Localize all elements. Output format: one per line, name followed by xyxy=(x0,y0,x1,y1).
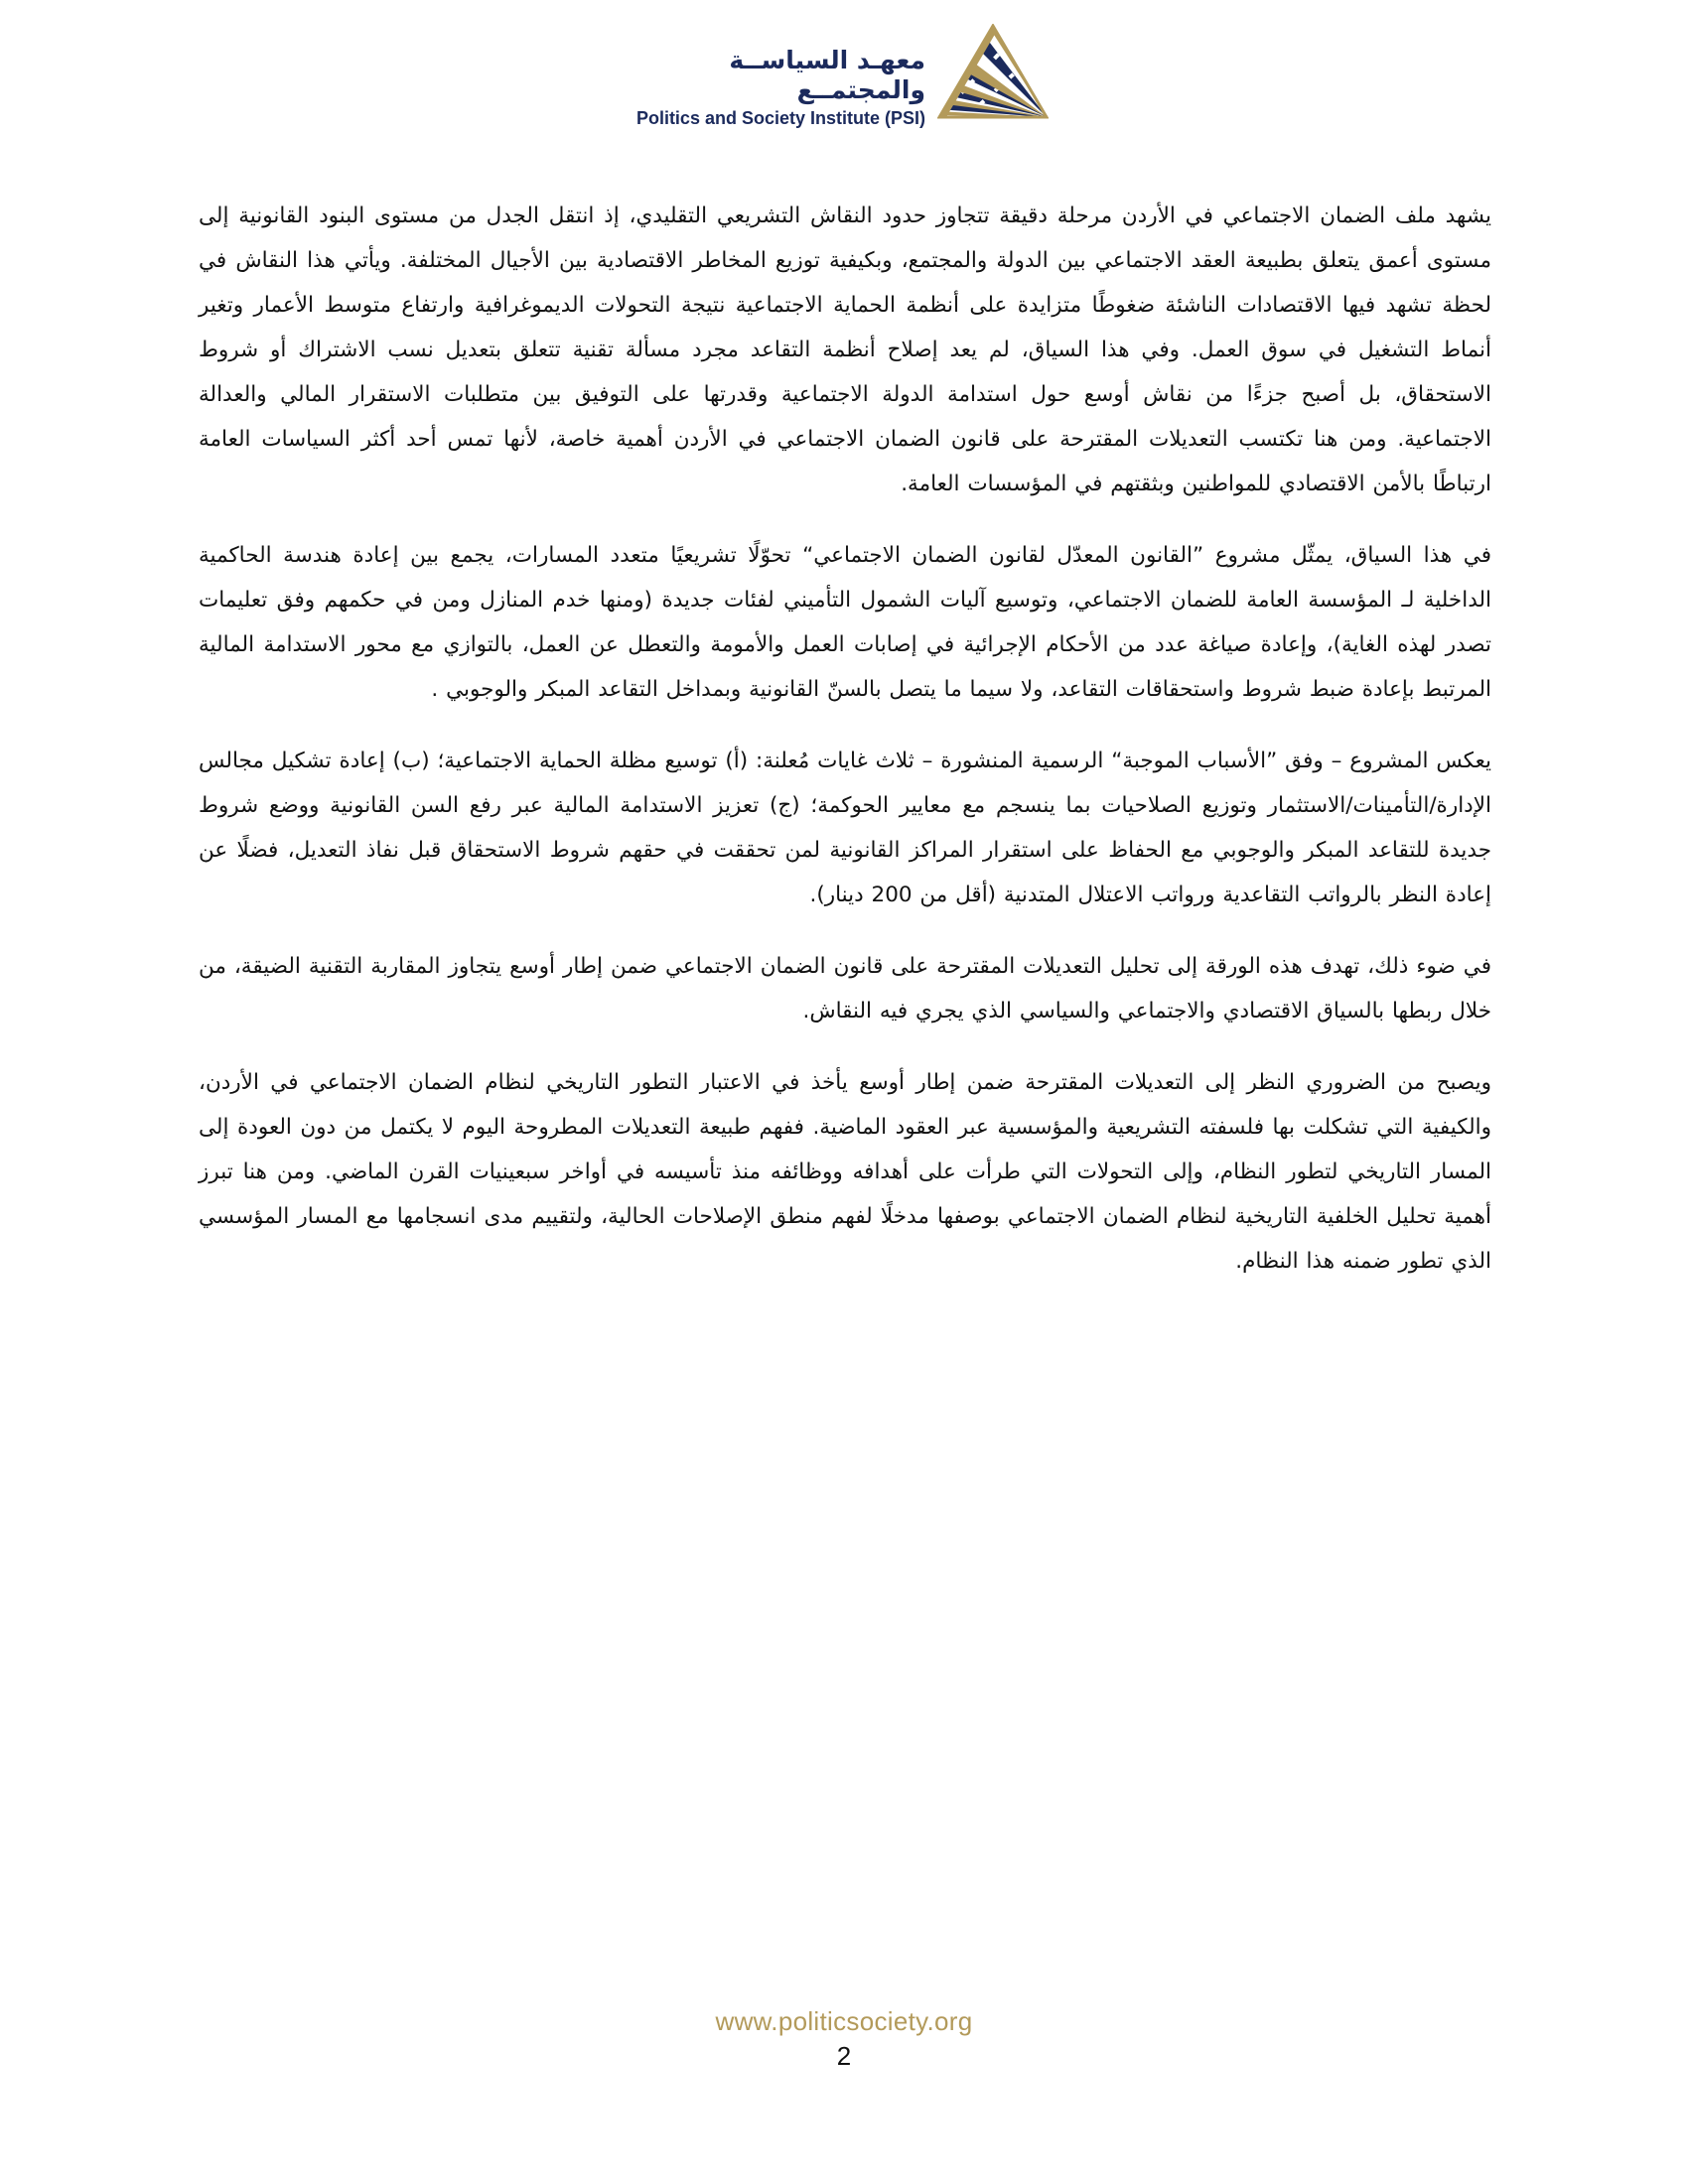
paragraph-stated-goals: يعكس المشروع – وفق ”الأسباب الموجبة“ الرسمية المنشورة – ثلاث غايات مُعلنة: (أ) توسيع مظلة الحماية الاجتماعية؛ (ب) إعادة تشكيل مجالس الإدارة/التأمينات/الاستثمار وتوزيع الصلاحيات بما ينسجم مع معايير الحوكمة؛ (ج) تعزيز الاستدامة المالية عبر رفع السن القانونية ووضع شروط جديدة للتقاعد المبكر والوجوبي مع الحفاظ على استقرار المراكز القانونية لمن تحققت في حقهم شروط الاستحقاق قبل نفاذ التعديل، فضلًا عن إعادة النظر بالرواتب التقاعدية ورواتب الاعتلال المتدنية (أقل من 200 دينار). xyxy=(199,749,1491,907)
paragraph-historical-context: ويصبح من الضروري النظر إلى التعديلات المقترحة ضمن إطار أوسع يأخذ في الاعتبار التطور التاريخي لنظام الضمان الاجتماعي في الأردن، والكيفية التي تشكلت بها فلسفته التشريعية والمؤسسية عبر العقود الماضية. ففهم طبيعة التعديلات المطروحة اليوم لا يكتمل من دون العودة إلى المسار التاريخي لتطور النظام، وإلى التحولات التي طرأت على أهدافه ووظائفه منذ تأسيسه في أواخر سبعينيات القرن الماضي. ومن هنا تبرز أهمية تحليل الخلفية التاريخية لنظام الضمان الاجتماعي بوصفها مدخلًا لفهم منطق الإصلاحات الحالية، ولتقييم مدى انسجامها مع المسار المؤسسي الذي تطور ضمنه هذا النظام. xyxy=(199,1070,1491,1274)
page-number: 2 xyxy=(836,2041,852,2071)
page-footer xyxy=(0,2003,1688,2073)
logo-arabic-name: معهـد السياســة والمجتمــع xyxy=(729,46,925,104)
paragraph-amended-law: في هذا السياق، يمثّل مشروع ”القانون المعدّل لقانون الضمان الاجتماعي“ تحوّلًا تشريعيًا متعدد المسارات، يجمع بين إعادة هندسة الحاكمية الداخلية لـ المؤسسة العامة للضمان الاجتماعي، وتوسيع آليات الشمول التأميني لفئات جديدة (ومنها خدم المنازل ومن في حكمهم وفق تعليمات تصدر لهذه الغاية)، وإعادة صياغة عدد من الأحكام الإجرائية في إصابات العمل والأمومة والتعطل عن العمل، بالتوازي مع محور الاستدامة المالية المرتبط بإعادة ضبط شروط واستحقاقات التقاعد، ولا سيما ما يتصل بالسنّ القانونية وبمداخل التقاعد المبكر والوجوبي . xyxy=(199,543,1491,702)
website-link[interactable]: www.politicsociety.org xyxy=(715,2006,973,2036)
logo-wordmark xyxy=(635,46,925,129)
paragraph-intro: يشهد ملف الضمان الاجتماعي في الأردن مرحلة دقيقة تتجاوز حدود النقاش التشريعي التقليدي، إذ انتقل الجدل من مستوى البنود القانونية إلى مستوى أعمق يتعلق بطبيعة العقد الاجتماعي بين الدولة والمجتمع، وبكيفية توزيع المخاطر الاقتصادية بين الأجيال المختلفة. ويأتي هذا النقاش في لحظة تشهد فيها الاقتصادات الناشئة ضغوطًا متزايدة على أنظمة الحماية الاجتماعية نتيجة التحولات الديموغرافية وارتفاع متوسط الأعمار وتغير أنماط التشغيل في سوق العمل. وفي هذا السياق، لم يعد إصلاح أنظمة التقاعد مجرد مسألة تقنية تتعلق بتعديل نسب الاشتراك أو شروط الاستحقاق، بل أصبح جزءًا من نقاش أوسع حول استدامة الدولة الاجتماعية وقدرتها على التوفيق بين متطلبات الاستقرار المالي والعدالة الاجتماعية. ومن هنا تكتسب التعديلات المقترحة على قانون الضمان الاجتماعي في الأردن أهمية خاصة، لأنها تمس أحد أكثر السياسات العامة ارتباطًا بالأمن الاقتصادي للمواطنين وبثقتهم في المؤسسات العامة. xyxy=(199,204,1491,496)
logo-english-name: Politics and Society Institute (PSI) xyxy=(635,108,925,128)
document-body xyxy=(199,194,1491,1310)
page-header xyxy=(0,22,1688,128)
paragraph-paper-aim: في ضوء ذلك، تهدف هذه الورقة إلى تحليل التعديلات المقترحة على قانون الضمان الاجتماعي ضمن إطار أوسع يتجاوز المقاربة التقنية الضيقة، من خلال ربطها بالسياق الاقتصادي والاجتماعي والسياسي الذي يجري فيه النقاش. xyxy=(199,954,1491,1024)
triangle-rays-logo-icon xyxy=(937,24,1049,119)
